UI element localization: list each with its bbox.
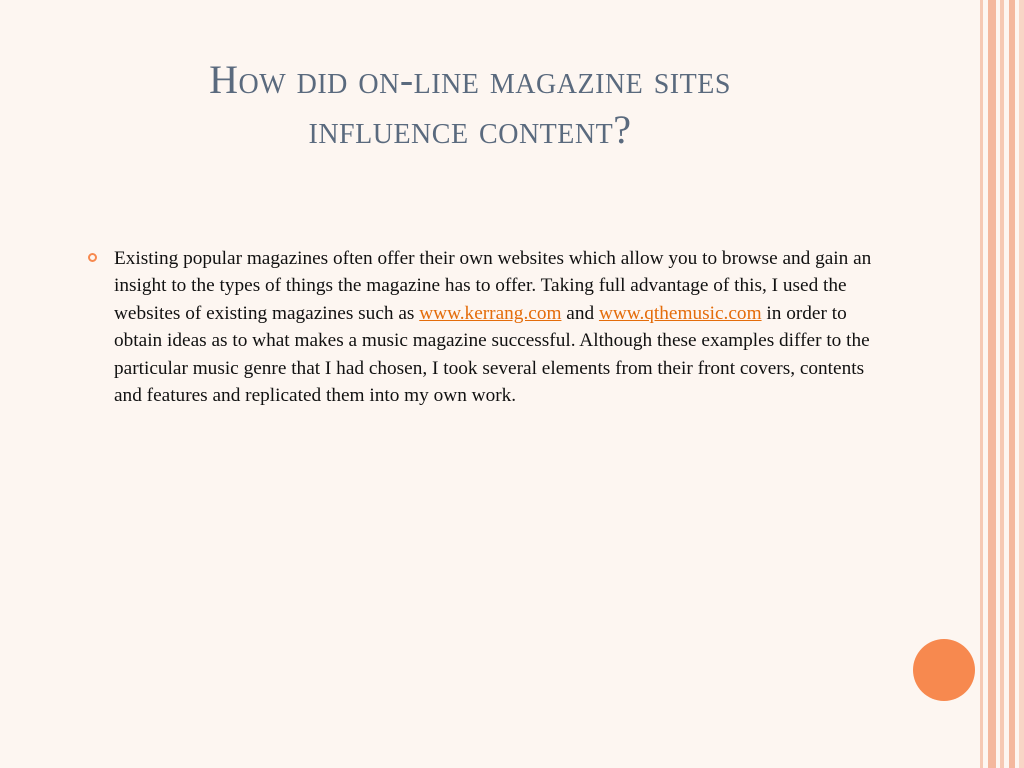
bullet-text-part-3: in order to obtain ideas as to what makes a music magazine successful. Although these examples differ to the particular music genre that I had chosen, I took several elements from their front covers, contents and features and replicated them into my own work. [114,302,870,407]
slide-content [86,245,886,409]
slide-title-line-2: influence content? [308,107,632,152]
kerrang-link[interactable]: www.kerrang.com [419,302,562,324]
bullet-text-part-1: Existing popular magazines often offer their own websites which allow you to browse and gain an insight to the types of things the magazine has to offer. Taking full advantage of this, I used the websites of existing magazines such as [114,248,872,324]
bullet-item [86,245,886,409]
bullet-text-part-2: and [561,302,599,324]
qthemusic-link[interactable]: www.qthemusic.com [598,302,762,324]
decorative-stripe [980,0,983,768]
decorative-stripe [1009,0,1015,768]
bullet-text [114,245,884,409]
slide-title [80,55,860,155]
slide-title-line-1: How did on-line magazine sites [209,57,731,102]
decorative-stripe [1000,0,1004,768]
bullet-circle-icon [88,253,97,262]
decorative-stripe [988,0,996,768]
decorative-stripe [1019,0,1024,768]
decorative-circle [913,639,975,701]
